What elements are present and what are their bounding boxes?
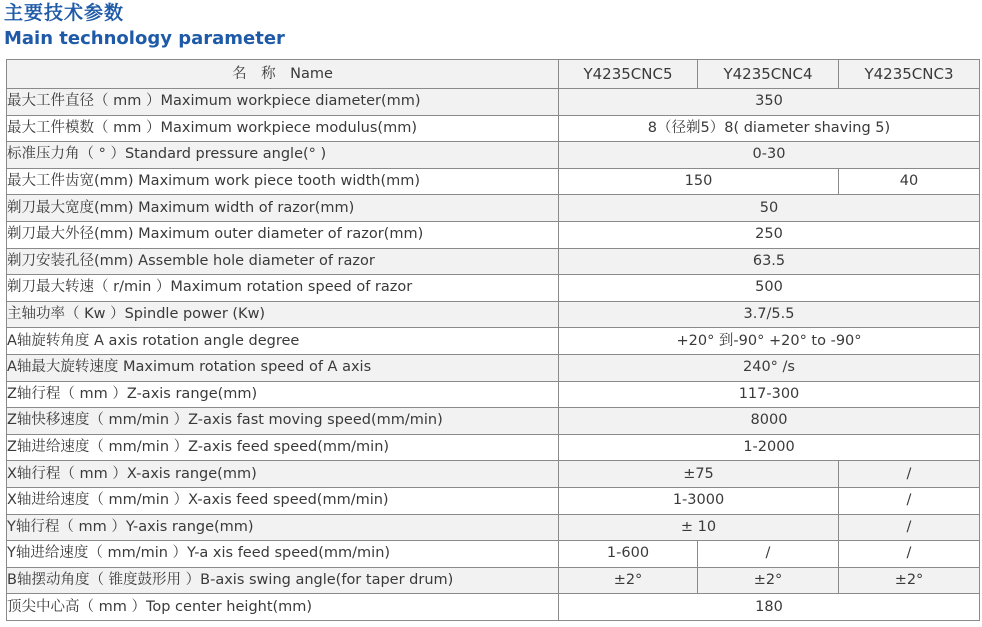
param-name: 顶尖中心高（ mm ）Top center height(mm) [7,594,559,621]
param-name: 剃刀最大外径(mm) Maximum outer diameter of razor(mm) [7,221,559,248]
table-row [7,301,980,328]
param-value: 240° /s [559,354,980,381]
table-row [7,461,980,488]
table-row [7,594,980,621]
param-name: B轴摆动角度（ 锥度鼓形用 ）B-axis swing angle(for taper drum) [7,567,559,594]
table-row [7,541,980,568]
header-model: Y4235CNC4 [698,60,839,89]
param-name: Y轴进给速度（ mm/min ）Y-a xis feed speed(mm/min) [7,541,559,568]
param-value: +20° 到-90° +20° to -90° [559,328,980,355]
param-name: 剃刀最大宽度(mm) Maximum width of razor(mm) [7,195,559,222]
param-value: 250 [559,221,980,248]
param-value: / [839,541,980,568]
table-header-row [7,60,980,89]
table-row [7,381,980,408]
param-name: Y轴行程（ mm ）Y-axis range(mm) [7,514,559,541]
param-name: Z轴行程（ mm ）Z-axis range(mm) [7,381,559,408]
table-row [7,142,980,169]
param-value: 1-600 [559,541,698,568]
param-value: 0-30 [559,142,980,169]
param-name: X轴进给速度（ mm/min ）X-axis feed speed(mm/min) [7,487,559,514]
param-name: 最大工件齿宽(mm) Maximum work piece tooth width(mm) [7,168,559,195]
param-name: 剃刀安装孔径(mm) Assemble hole diameter of razor [7,248,559,275]
param-value: 180 [559,594,980,621]
table-row [7,487,980,514]
param-value: 50 [559,195,980,222]
param-name: A轴旋转角度 A axis rotation angle degree [7,328,559,355]
table-row [7,354,980,381]
param-value: ±2° [839,567,980,594]
table-row [7,514,980,541]
table-row [7,115,980,142]
param-value: 1-3000 [559,487,839,514]
table-row [7,275,980,302]
table-row [7,168,980,195]
param-value: 500 [559,275,980,302]
table-row [7,195,980,222]
param-value: ±2° [559,567,698,594]
table-row [7,89,980,116]
param-value: / [839,461,980,488]
param-value: 3.7/5.5 [559,301,980,328]
spec-table [6,59,980,621]
param-value: / [698,541,839,568]
param-value: / [839,514,980,541]
param-value: ±75 [559,461,839,488]
table-row [7,221,980,248]
param-name: Z轴快移速度（ mm/min ）Z-axis fast moving speed(mm/min) [7,408,559,435]
param-name: 最大工件模数（ mm ）Maximum workpiece modulus(mm) [7,115,559,142]
param-value: 8（径剃5）8( diameter shaving 5) [559,115,980,142]
param-name: 剃刀最大转速（ r/min ）Maximum rotation speed of razor [7,275,559,302]
param-value: / [839,487,980,514]
table-row [7,567,980,594]
param-name: 最大工件直径（ mm ）Maximum workpiece diameter(mm) [7,89,559,116]
param-value: 117-300 [559,381,980,408]
header-name: 名 称 Name [7,60,559,89]
param-value: 40 [839,168,980,195]
param-name: 主轴功率（ Kw ）Spindle power (Kw) [7,301,559,328]
param-value: 8000 [559,408,980,435]
page-title-cn: 主要技术参数 [4,2,125,24]
param-name: Z轴进给速度（ mm/min ）Z-axis feed speed(mm/min) [7,434,559,461]
param-name: 标准压力角（ ° ）Standard pressure angle(° ) [7,142,559,169]
param-value: 150 [559,168,839,195]
param-value: ±2° [698,567,839,594]
table-row [7,434,980,461]
param-value: 350 [559,89,980,116]
header-model: Y4235CNC3 [839,60,980,89]
param-value: 1-2000 [559,434,980,461]
param-name: X轴行程（ mm ）X-axis range(mm) [7,461,559,488]
page-title-en: Main technology parameter [4,28,285,49]
param-name: A轴最大旋转速度 Maximum rotation speed of A axis [7,354,559,381]
header-model: Y4235CNC5 [559,60,698,89]
table-row [7,248,980,275]
table-row [7,328,980,355]
param-value: 63.5 [559,248,980,275]
table-row [7,408,980,435]
param-value: ± 10 [559,514,839,541]
